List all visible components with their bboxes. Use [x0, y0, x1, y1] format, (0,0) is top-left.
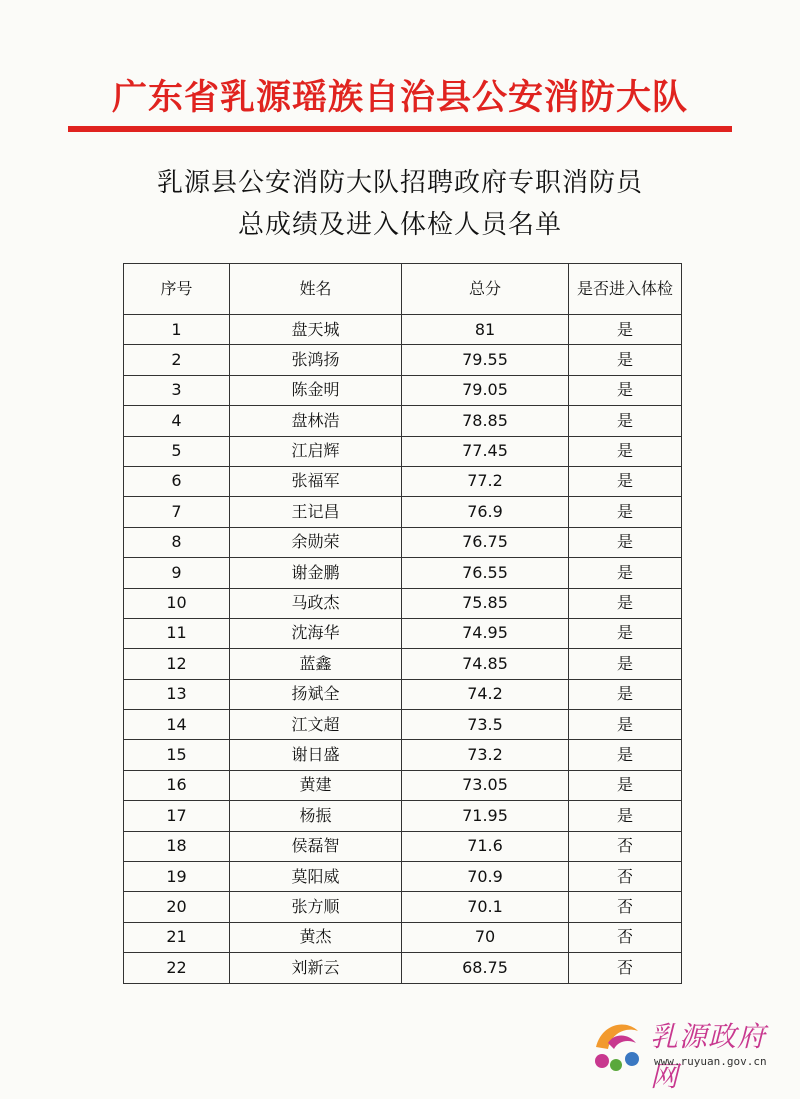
cell-medical: 是 [569, 466, 682, 496]
table-row [124, 345, 682, 375]
cell-name: 盘天城 [230, 315, 402, 345]
header-score: 总分 [402, 264, 569, 315]
cell-name: 蓝鑫 [230, 649, 402, 679]
cell-number: 17 [124, 801, 230, 831]
cell-number: 10 [124, 588, 230, 618]
header-number: 序号 [124, 264, 230, 315]
table-row [124, 862, 682, 892]
table-header-row [124, 264, 682, 315]
cell-score: 71.95 [402, 801, 569, 831]
cell-number: 4 [124, 406, 230, 436]
site-logo-icon [588, 1013, 650, 1075]
cell-number: 16 [124, 770, 230, 800]
logo-dot-blue [625, 1052, 639, 1066]
cell-score: 76.55 [402, 558, 569, 588]
cell-number: 19 [124, 862, 230, 892]
table-row [124, 406, 682, 436]
table-row [124, 436, 682, 466]
cell-medical: 是 [569, 497, 682, 527]
logo-dot-pink [595, 1054, 609, 1068]
cell-score: 74.95 [402, 618, 569, 648]
cell-name: 扬斌全 [230, 679, 402, 709]
table-row [124, 527, 682, 557]
cell-medical: 是 [569, 740, 682, 770]
cell-number: 1 [124, 315, 230, 345]
results-table [123, 263, 682, 984]
cell-name: 谢金鹏 [230, 558, 402, 588]
cell-score: 73.05 [402, 770, 569, 800]
cell-name: 张鸿扬 [230, 345, 402, 375]
cell-number: 18 [124, 831, 230, 861]
cell-score: 73.5 [402, 710, 569, 740]
cell-medical: 是 [569, 710, 682, 740]
cell-number: 14 [124, 710, 230, 740]
cell-name: 张福军 [230, 466, 402, 496]
cell-name: 马政杰 [230, 588, 402, 618]
cell-score: 73.2 [402, 740, 569, 770]
cell-name: 盘林浩 [230, 406, 402, 436]
cell-medical: 是 [569, 315, 682, 345]
table-row [124, 710, 682, 740]
cell-name: 侯磊智 [230, 831, 402, 861]
table-row [124, 618, 682, 648]
letterhead-org: 广东省乳源瑶族自治县公安消防大队 [111, 77, 688, 118]
cell-medical: 是 [569, 618, 682, 648]
cell-name: 谢日盛 [230, 740, 402, 770]
logo-dot-green [610, 1059, 622, 1071]
cell-number: 15 [124, 740, 230, 770]
cell-medical: 否 [569, 922, 682, 952]
cell-name: 黄建 [230, 770, 402, 800]
table-row [124, 679, 682, 709]
cell-score: 71.6 [402, 831, 569, 861]
letterhead-red-rule [68, 126, 732, 132]
cell-number: 20 [124, 892, 230, 922]
cell-score: 77.45 [402, 436, 569, 466]
cell-medical: 是 [569, 649, 682, 679]
cell-number: 3 [124, 375, 230, 405]
table-row [124, 558, 682, 588]
cell-score: 70 [402, 922, 569, 952]
cell-medical: 是 [569, 770, 682, 800]
document-title-line1: 乳源县公安消防大队招聘政府专职消防员 [156, 168, 643, 198]
cell-medical: 是 [569, 588, 682, 618]
cell-score: 81 [402, 315, 569, 345]
table-row [124, 375, 682, 405]
cell-medical: 是 [569, 345, 682, 375]
cell-score: 76.9 [402, 497, 569, 527]
table-body [124, 315, 682, 984]
header-medical: 是否进入体检 [569, 264, 682, 315]
site-name: 乳源政府网 [650, 1020, 767, 1093]
document-title-line2: 总成绩及进入体检人员名单 [237, 210, 562, 240]
cell-number: 13 [124, 679, 230, 709]
cell-score: 70.9 [402, 862, 569, 892]
table-row [124, 497, 682, 527]
table-row [124, 588, 682, 618]
cell-name: 余勋荣 [230, 527, 402, 557]
cell-medical: 否 [569, 831, 682, 861]
cell-name: 江启辉 [230, 436, 402, 466]
cell-name: 杨振 [230, 801, 402, 831]
cell-medical: 否 [569, 953, 682, 983]
cell-name: 刘新云 [230, 953, 402, 983]
table-row [124, 466, 682, 496]
cell-score: 74.85 [402, 649, 569, 679]
cell-name: 张方顺 [230, 892, 402, 922]
table-row [124, 801, 682, 831]
cell-medical: 否 [569, 862, 682, 892]
table-row [124, 953, 682, 983]
cell-medical: 是 [569, 527, 682, 557]
cell-score: 78.85 [402, 406, 569, 436]
cell-score: 68.75 [402, 953, 569, 983]
cell-medical: 是 [569, 375, 682, 405]
cell-number: 21 [124, 922, 230, 952]
cell-score: 74.2 [402, 679, 569, 709]
cell-number: 22 [124, 953, 230, 983]
cell-medical: 是 [569, 436, 682, 466]
table-row [124, 740, 682, 770]
cell-medical: 是 [569, 406, 682, 436]
cell-name: 黄杰 [230, 922, 402, 952]
cell-number: 5 [124, 436, 230, 466]
table-row [124, 892, 682, 922]
cell-name: 沈海华 [230, 618, 402, 648]
cell-score: 70.1 [402, 892, 569, 922]
cell-score: 76.75 [402, 527, 569, 557]
table-row [124, 831, 682, 861]
cell-score: 75.85 [402, 588, 569, 618]
cell-medical: 是 [569, 679, 682, 709]
table-row [124, 922, 682, 952]
cell-name: 江文超 [230, 710, 402, 740]
table-row [124, 649, 682, 679]
header-name: 姓名 [230, 264, 402, 315]
cell-number: 12 [124, 649, 230, 679]
cell-score: 79.55 [402, 345, 569, 375]
cell-number: 7 [124, 497, 230, 527]
cell-medical: 否 [569, 892, 682, 922]
cell-number: 6 [124, 466, 230, 496]
cell-number: 9 [124, 558, 230, 588]
table-row [124, 770, 682, 800]
cell-name: 莫阳威 [230, 862, 402, 892]
cell-medical: 是 [569, 801, 682, 831]
table-row [124, 315, 682, 345]
site-url: www.ruyuan.gov.cn [654, 1055, 767, 1068]
cell-number: 11 [124, 618, 230, 648]
cell-score: 77.2 [402, 466, 569, 496]
site-watermark [588, 1011, 788, 1093]
cell-number: 2 [124, 345, 230, 375]
cell-name: 陈金明 [230, 375, 402, 405]
cell-number: 8 [124, 527, 230, 557]
cell-score: 79.05 [402, 375, 569, 405]
cell-name: 王记昌 [230, 497, 402, 527]
cell-medical: 是 [569, 558, 682, 588]
